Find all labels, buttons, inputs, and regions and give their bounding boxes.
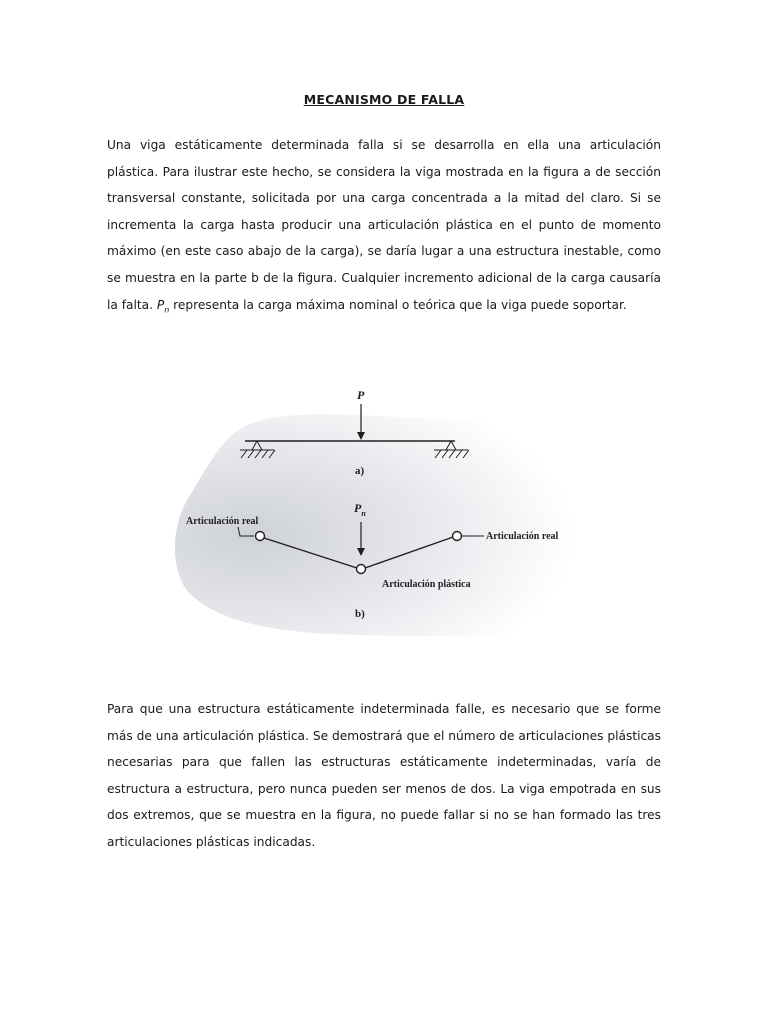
- paragraph-line: forme más de una articulación plástica. Se demostrará que el número de: [107, 702, 662, 743]
- paragraph-line: representa la carga máxima: [169, 297, 346, 312]
- document-title: MECANISMO DE FALLA: [303, 92, 465, 107]
- left-real-hinge: [256, 532, 265, 541]
- right-real-hinge: [453, 532, 462, 541]
- label-right-real-hinge: Articulación real: [486, 531, 559, 542]
- paragraph-line: Para que una estructura estáticamente indeterminada falle, es necesario que se: [107, 702, 620, 716]
- caption-a: a): [355, 465, 365, 477]
- beam-figure-svg: [168, 372, 612, 642]
- paragraph-line: una estructura inestable, como se muestra en la parte b de la figura. Cualquier: [107, 244, 661, 285]
- paragraph-line: del claro. Si se incrementa la carga hasta producir una articulación plástica en el: [107, 191, 661, 232]
- label-left-real-hinge: Articulación real: [186, 516, 259, 527]
- paragraph-line: Una viga estáticamente determinada falla si se desarrolla en ella una articulación: [107, 138, 661, 152]
- label-plastic-hinge: Articulación plástica: [382, 579, 471, 590]
- paragraph-line: indeterminadas, varía de estructura a estructura, pero nunca pueden ser menos: [107, 755, 662, 796]
- pn-symbol: P: [156, 297, 165, 312]
- paragraph-intro: [107, 132, 661, 324]
- paragraph-line: de dos. La viga empotrada en sus dos extremos, que se muestra en la figura, no: [107, 781, 661, 823]
- paragraph-line: incremento adicional de la carga causaría la falta.: [107, 270, 662, 312]
- paragraph-indeterminate: [107, 696, 661, 856]
- load-label-p: P: [357, 388, 365, 402]
- paragraph-line: puede fallar si no se han formado las tres articulaciones plásticas indicadas.: [107, 808, 662, 849]
- pn-subscript: n: [164, 305, 170, 314]
- paragraph-line: sección transversal constante, solicitada por una carga concentrada a la mitad: [107, 164, 661, 206]
- load-label-pn: $P_n$: [354, 501, 366, 518]
- beam-failure-figure: [168, 372, 612, 642]
- caption-b: b): [355, 608, 365, 620]
- paragraph-line: nominal o teórica que la viga puede soportar.: [349, 297, 627, 312]
- paragraph-line: plástica. Para ilustrar este hecho, se considera la viga mostrada en la figura a de: [107, 164, 611, 179]
- plastic-hinge: [357, 565, 366, 574]
- paragraph-line: punto de momento máximo (en este caso abajo de la carga), se daría lugar a: [107, 217, 662, 259]
- paragraph-line: articulaciones plásticas necesarias para que fallen las estructuras estáticamente: [107, 728, 661, 770]
